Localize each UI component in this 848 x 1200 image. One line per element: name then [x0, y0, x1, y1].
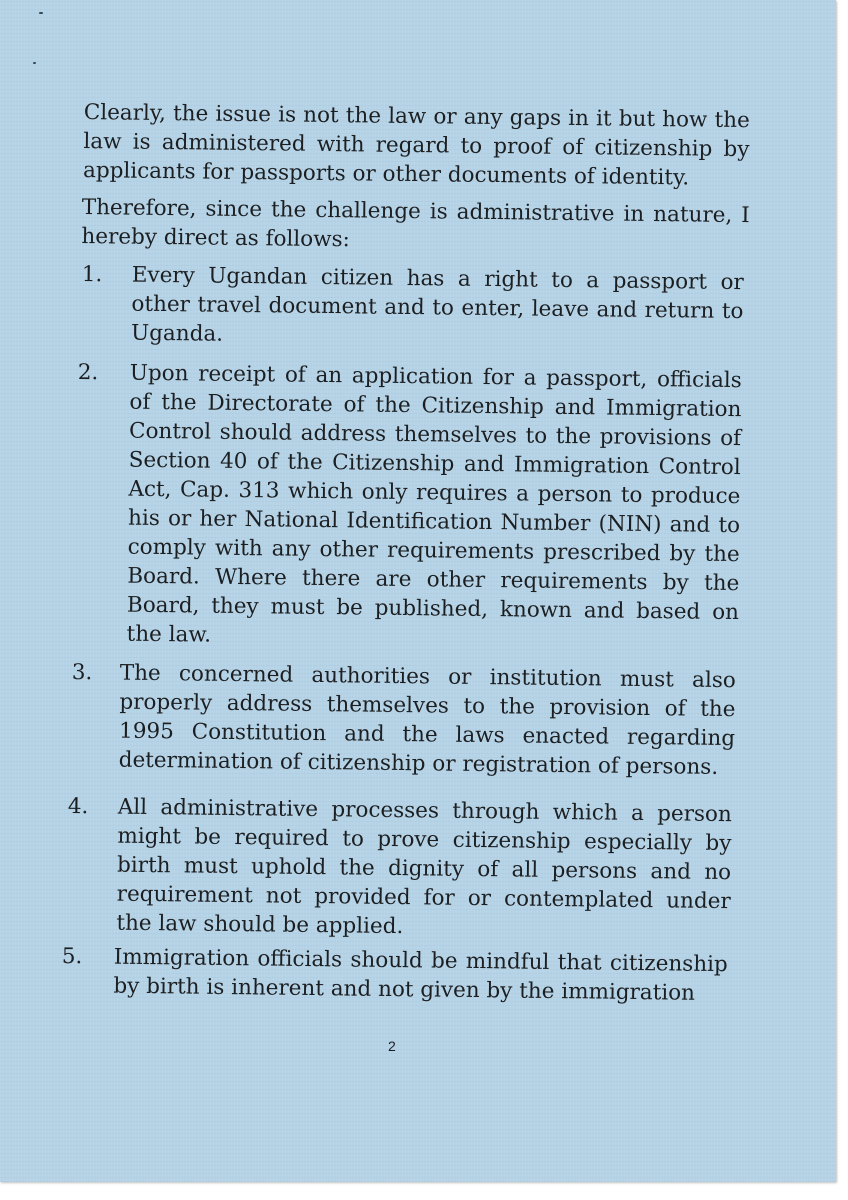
intro-paragraph: Clearly, the issue is not the law or any gaps in it but how the law is administered with regard to proof of citizenship by applicants for passports or other documents of identity.	[82, 99, 750, 191]
directive-text: Immigration officials should be mindful that citizenship by birth is inherent and not given by the immigration	[113, 944, 728, 1006]
directive-number: 5.	[61, 943, 83, 970]
directive-number: 4.	[67, 793, 89, 820]
intro-paragraph: Therefore, since the challenge is administrative in nature, I hereby direct as follows:	[81, 194, 750, 253]
directive-number: 1.	[81, 261, 103, 288]
page-number: 2	[388, 1038, 396, 1054]
scan-speck	[39, 12, 43, 14]
directive-number: 2.	[77, 359, 99, 386]
directive-text: All administrative processes through which a person might be required to prove citizenship especially by birth must uphold the dignity of all persons and no requirement not provided for or contemplated under the law should be applied.	[116, 794, 732, 940]
scan-speck	[33, 62, 36, 64]
directive-text: The concerned authorities or institution must also properly address themselves to the provision of the 1995 Constitution and the laws enacted regarding determination of citizenship or registration of persons.	[118, 660, 736, 780]
directive-number: 3.	[71, 659, 93, 686]
directive-text: Every Ugandan citizen has a right to a passport or other travel document and to enter, leave and return to Uganda.	[130, 262, 744, 347]
directive-text: Upon receipt of an application for a passport, officials of the Directorate of the Citizenship and Immigration Control should address themselves to the provisions of Section 40 of the Citizenship and Immigration Control Act, Cap. 313 which only requires a person to produce his or her National Identification Number (NIN) and to comply with any other requirements prescribed by the Board. Where there are other requirements by the Board, they must be published, known and based on the law.	[126, 360, 742, 648]
